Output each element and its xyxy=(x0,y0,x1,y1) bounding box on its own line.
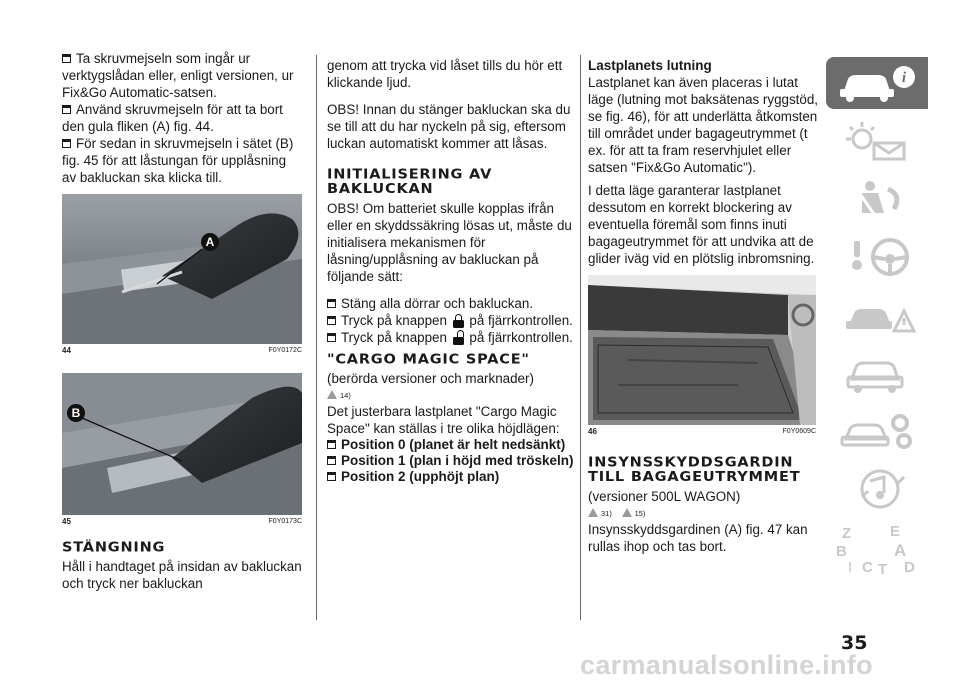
checkbox-bullet-icon xyxy=(62,54,71,63)
checkbox-bullet-icon xyxy=(327,316,336,325)
column-1 xyxy=(62,50,302,592)
lock-closed-icon xyxy=(453,315,464,327)
figure-callout-b: B xyxy=(71,406,81,420)
chapter-tab-vehicle-info[interactable] xyxy=(826,57,928,109)
column-3 xyxy=(588,57,820,555)
section-text: Håll i handtaget på insidan av bakluckan och tryck ner bakluckan xyxy=(62,559,302,591)
instruction-bullet: Stäng alla dörrar och bakluckan. xyxy=(327,295,574,312)
checkbox-bullet-icon xyxy=(327,440,336,449)
chapter-tab-multimedia[interactable] xyxy=(826,463,928,515)
figure-44-caption xyxy=(62,346,302,355)
figure-number: 45 xyxy=(62,517,71,526)
section-subtitle: (berörda versioner och marknader) xyxy=(327,371,534,386)
paragraph: Insynsskyddsgardinen (A) fig. 47 kan rullas ihop och tas bort. xyxy=(588,522,808,554)
figure-callout-a: A xyxy=(205,235,215,249)
position-bullet: Position 1 (plan i höjd med tröskeln) xyxy=(327,453,574,469)
subsection-heading: Lastplanets lutning xyxy=(588,58,712,73)
paragraph: Lastplanet kan även placeras i lutat läge (lutning mot baksätenas ryggstöd, se fig. 46), för att underlätta åtkomsten till området under bagageutrymmet (t ex. för att ta fram reservhjulet eller satsen "Fix&Go Automatic"). xyxy=(588,75,819,175)
column-divider xyxy=(316,55,317,620)
car-maintenance-icon xyxy=(832,351,922,395)
checkbox-bullet-icon xyxy=(327,299,336,308)
column-divider xyxy=(580,55,581,620)
chapter-tab-safety[interactable] xyxy=(826,173,928,225)
paragraph: OBS! Om batteriet skulle kopplas ifrån eller en skyddssäkring lösas ut, måste du initialisera mekanismen för låsning/upplåsning av bakluckan på följande sätt: xyxy=(327,201,572,284)
figure-code: F0Y0173C xyxy=(268,518,302,525)
warning-triangle-icon xyxy=(588,508,598,517)
airbag-safety-icon xyxy=(832,177,922,221)
warning-lights-icon xyxy=(832,119,922,163)
checkbox-bullet-icon xyxy=(62,139,71,148)
instruction-bullet: Använd skruvmejseln för att ta bort den gula fliken (A) fig. 44. xyxy=(62,102,283,134)
screwdriver-tab-illustration xyxy=(62,194,302,344)
section-title: STÄNGNING xyxy=(62,540,166,556)
figure-code: F0Y0609C xyxy=(782,428,816,435)
obs-paragraph: OBS! Innan du stänger bakluckan ska du se till att du har nyckeln på sig, eftersom luckan automatiskt kommer att låsas. xyxy=(327,102,571,151)
chapter-sidebar xyxy=(826,57,928,587)
paragraph: genom att trycka vid låset tills du hör ett klickande ljud. xyxy=(327,58,563,90)
section-title: INITIALISERING AV BAKLUCKAN xyxy=(327,167,493,197)
svg-text:i: i xyxy=(901,70,907,86)
checkbox-bullet-icon xyxy=(327,333,336,342)
figure-number: 46 xyxy=(588,427,597,436)
car-info-icon xyxy=(832,61,922,105)
figure-45 xyxy=(62,373,302,515)
figure-code: F0Y0172C xyxy=(268,347,302,354)
cargo-floor-tilted-illustration xyxy=(588,275,816,425)
instruction-bullet: Tryck på knappen på fjärrkontrollen. xyxy=(327,312,574,329)
figure-45-caption xyxy=(62,517,302,526)
figure-46-caption xyxy=(588,427,816,436)
section-title: "CARGO MAGIC SPACE" xyxy=(327,352,530,368)
column-2 xyxy=(327,57,574,485)
position-bullet: Position 0 (planet är helt nedsänkt) xyxy=(327,437,574,453)
lock-open-icon xyxy=(453,332,464,344)
watermark: carmanualsonline.info xyxy=(580,650,873,680)
figure-44 xyxy=(62,194,302,344)
section-subtitle: (versioner 500L WAGON) xyxy=(588,489,741,504)
checkbox-bullet-icon xyxy=(327,472,336,481)
instruction-bullet: Ta skruvmejseln som ingår ur verktygslådan eller, enligt versionen, ur Fix&Go Automatic-satsen. xyxy=(62,51,294,100)
chapter-tab-emergency[interactable] xyxy=(826,289,928,341)
section-title: INSYNSSKYDDSGARDIN TILL BAGAGEUTRYMMET xyxy=(588,455,801,485)
chapter-tab-warning-lights[interactable] xyxy=(826,115,928,167)
road-emergency-icon xyxy=(832,293,922,337)
warning-references: 31) 15) xyxy=(588,505,820,521)
checkbox-bullet-icon xyxy=(327,456,336,465)
warning-triangle-icon xyxy=(327,390,337,399)
paragraph: Det justerbara lastplanet "Cargo Magic Space" kan ställas i tre olika höjdlägen: xyxy=(327,404,560,436)
chapter-tab-index[interactable] xyxy=(826,521,928,581)
paragraph: I detta läge garanterar lastplanet dessutom en korrekt blockering av eventuella föremål som finns inuti bagageutrymmet för att undvika att de glider iväg vid en plötslig inbromsning. xyxy=(588,183,815,266)
chapter-tab-technical-data[interactable] xyxy=(826,405,928,457)
steering-wheel-icon xyxy=(832,235,922,279)
warning-reference: 14) xyxy=(327,387,574,403)
figure-number: 44 xyxy=(62,346,71,355)
chapter-tab-driving[interactable] xyxy=(826,231,928,283)
checkbox-bullet-icon xyxy=(62,105,71,114)
page-number: 35 xyxy=(841,632,868,654)
figure-46 xyxy=(588,275,816,425)
index-letters-icon: Z E B A C T D I xyxy=(836,523,915,578)
technical-data-icon xyxy=(832,409,922,453)
chapter-tab-maintenance[interactable] xyxy=(826,347,928,399)
warning-triangle-icon xyxy=(622,508,632,517)
instruction-bullet: Tryck på knappen på fjärrkontrollen. xyxy=(327,329,574,346)
position-bullet: Position 2 (upphöjt plan) xyxy=(327,469,574,485)
multimedia-icon xyxy=(832,467,922,511)
instruction-bullet: För sedan in skruvmejseln i sätet (B) fig. 45 för att låstungan för upplåsning av bakluckan ska klicka till. xyxy=(62,136,294,185)
screwdriver-slot-illustration xyxy=(62,373,302,515)
